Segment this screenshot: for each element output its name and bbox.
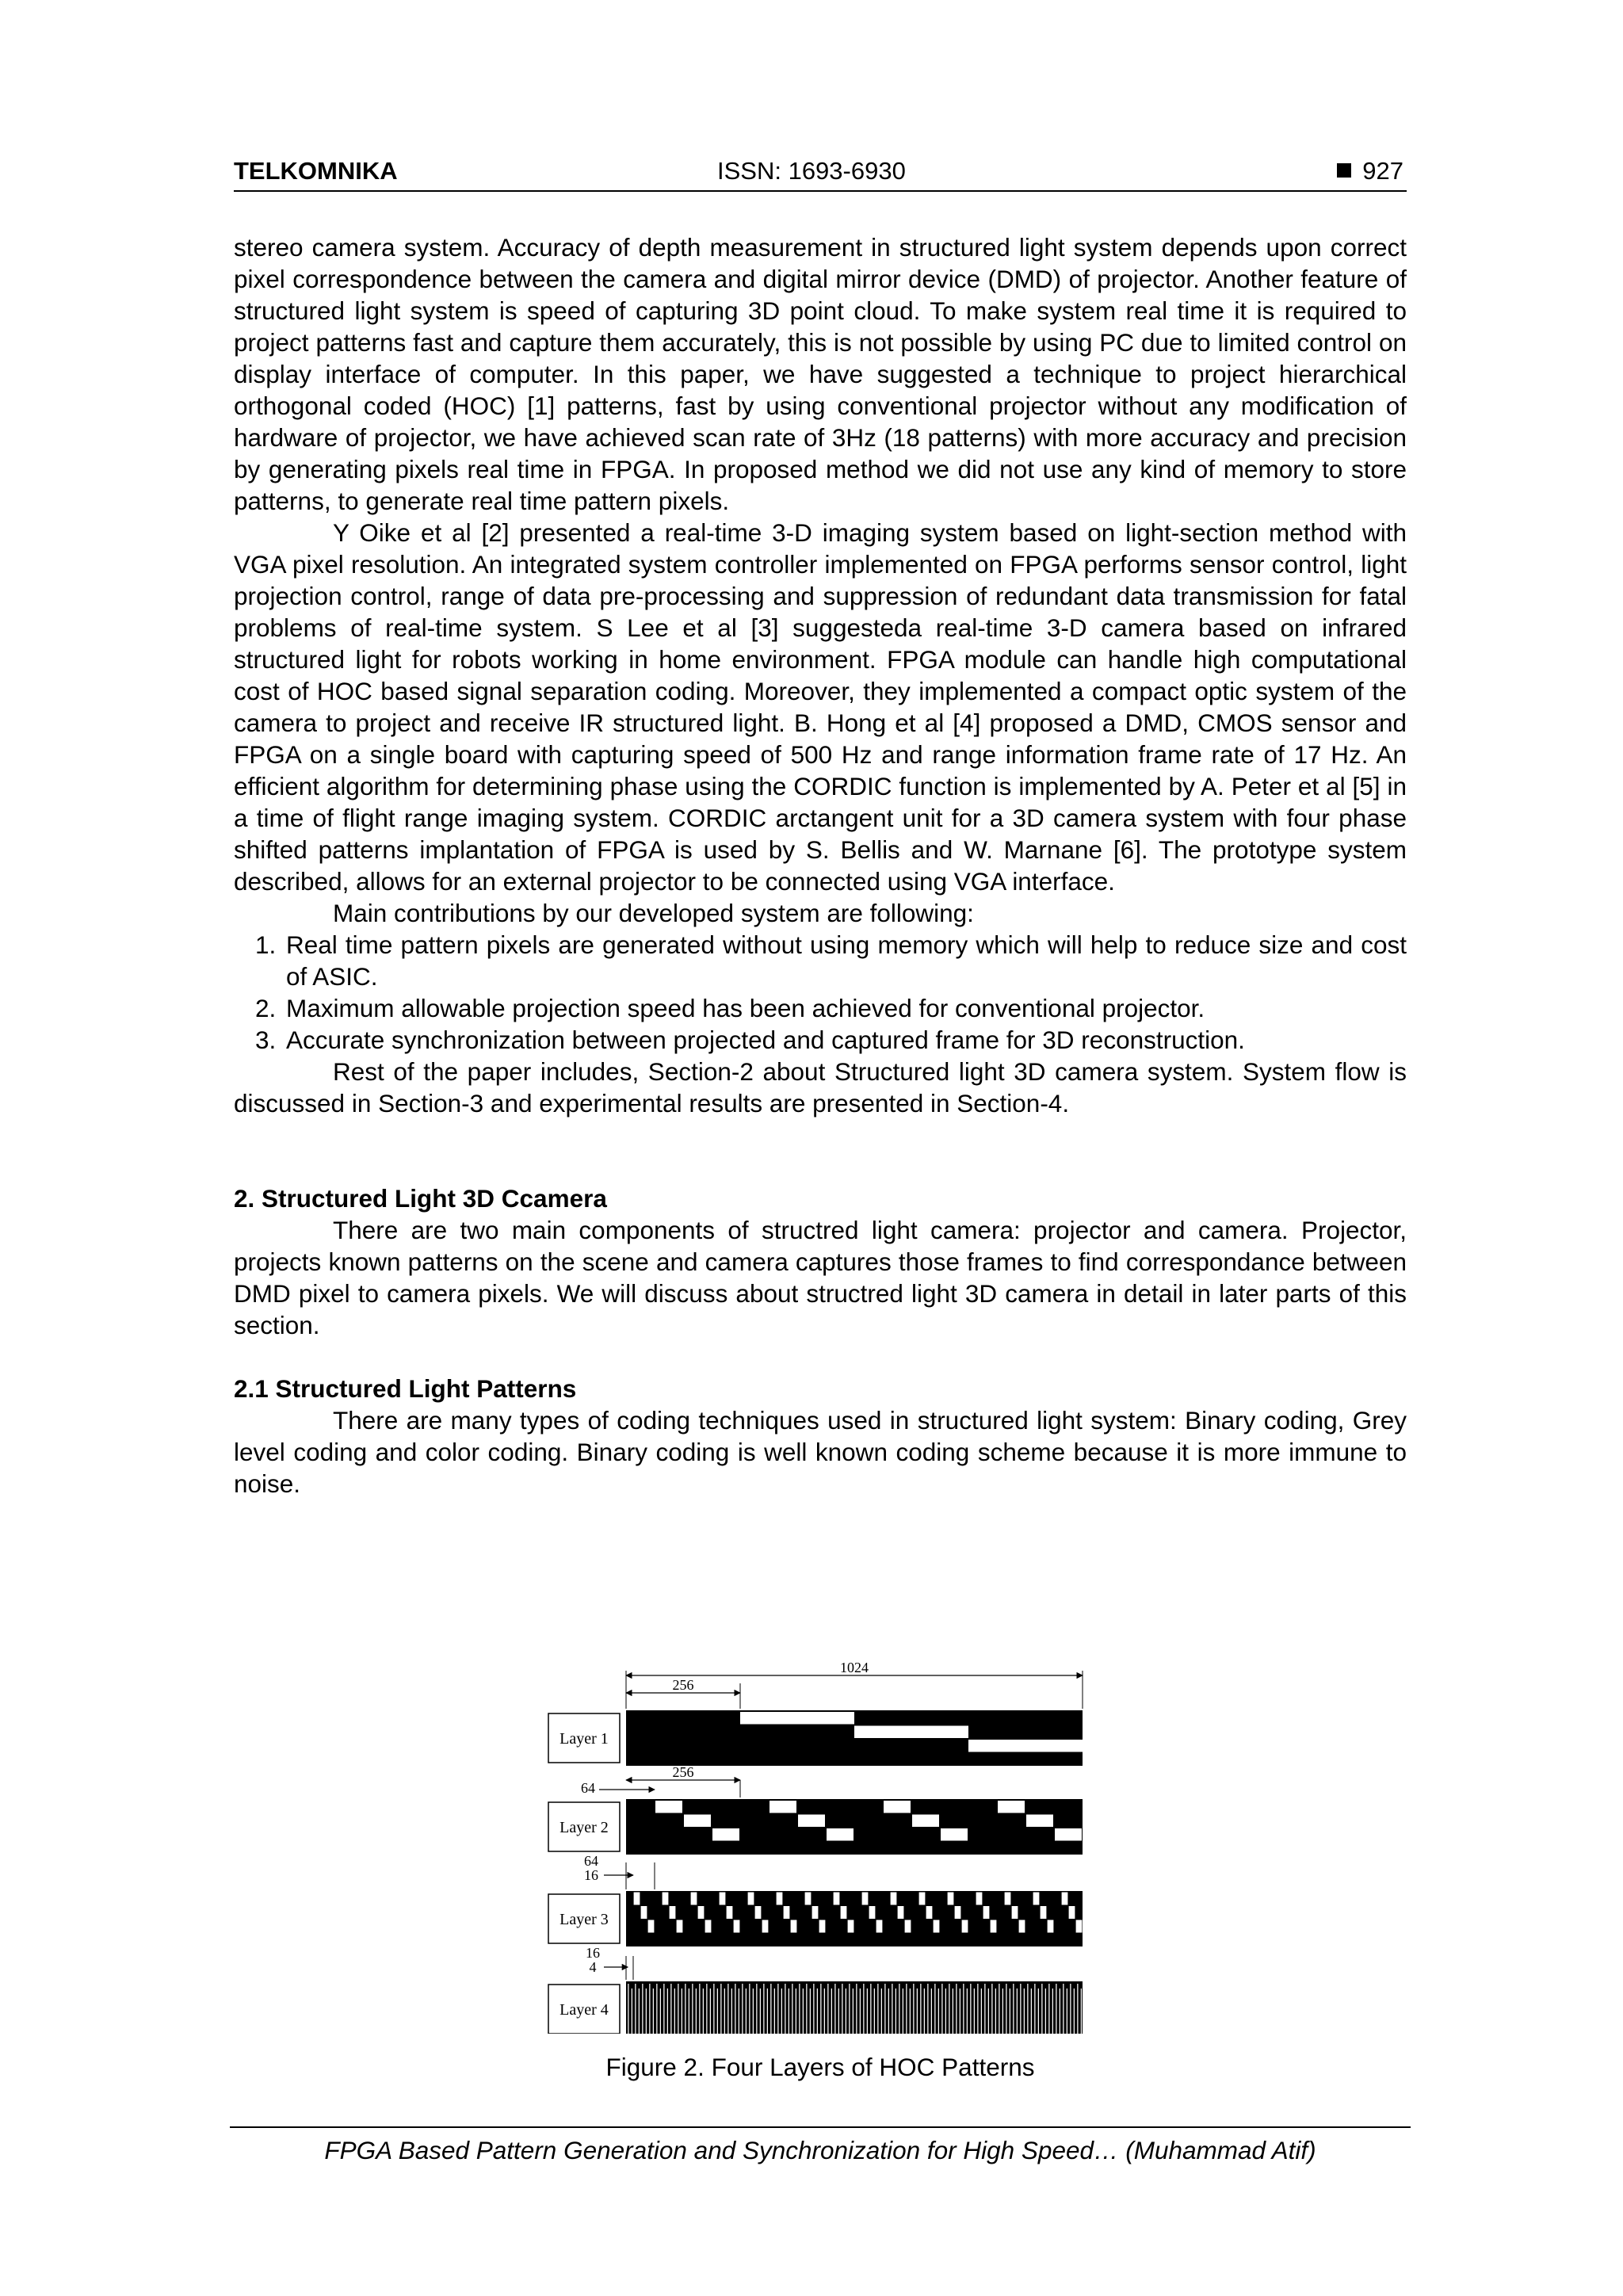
layer-4-line	[995, 1988, 996, 2034]
layer-4-line	[856, 1984, 857, 2034]
layer-3-stripe	[805, 1893, 812, 1905]
layer-3-stripe	[634, 1893, 640, 1905]
layer-4-line	[696, 1988, 697, 2034]
layer-4-line	[849, 1984, 850, 2034]
layer-3-stripe	[934, 1920, 940, 1933]
layer-3-stripe	[1076, 1920, 1083, 1933]
layer-4-line	[984, 1984, 985, 2034]
paragraph-2: Y Oike et al [2] presented a real-time 3-D imaging system based on light-section method with VGA pixel resolution. An integrated system controller implemented on FPGA performs sensor control, light projection control, range of data pre-processing and suppression of redundant data transmission for fatal problems of real-time system. S Lee et al [3] suggesteda real-time 3-D camera based on infrared structured light for robots working in home environment. FPGA module can handle high computational cost of HOC based signal separation coding. Moreover, they implemented a compact optic system of the camera to project and receive IR structured light. B. Hong et al [4] proposed a DMD, CMOS sensor and FPGA on a single board with capturing speed of 500 Hz and range information frame rate of 17 Hz. An efficient algorithm for determining phase using the CORDIC function is implemented by A. Peter et al [5] in a time of flight range imaging system. CORDIC arctangent unit for a 3D camera system with four phase shifted patterns implantation of FPGA is used by S. Bellis and W. Marnane [6]. The prototype system described, allows for an external projector to be connected using VGA interface.	[234, 518, 1407, 896]
layer-3-stripe	[698, 1906, 705, 1919]
layer-2-stripe	[827, 1828, 854, 1841]
issn: ISSN: 1693-6930	[717, 157, 906, 185]
layer-4-line	[703, 1988, 704, 2034]
layer-4-line	[649, 1984, 650, 2034]
contribution-list	[234, 929, 1407, 1056]
layer-4-line	[742, 1984, 743, 2034]
layer-3-stripe	[1062, 1893, 1068, 1905]
page-number: 927	[1362, 157, 1403, 185]
layer-3-stripe	[1012, 1906, 1018, 1919]
layer-3-stripe	[1019, 1920, 1025, 1933]
layer-3-stripe	[819, 1920, 826, 1933]
layer-3-stripe	[727, 1906, 733, 1919]
layer-4-line	[970, 1984, 971, 2034]
layer-3-stripe	[862, 1893, 869, 1905]
layer-4-line	[974, 1988, 975, 2034]
layer-2-stripe	[798, 1815, 825, 1828]
layer-4-line	[670, 1984, 671, 2034]
layer-4-line	[674, 1988, 675, 2034]
layer-4-line	[924, 1988, 925, 2034]
layer-4-line	[874, 1988, 875, 2034]
layer-3-stripe	[641, 1906, 647, 1919]
layer-4-line	[956, 1984, 957, 2034]
layer-2-stripe	[712, 1828, 739, 1841]
layer-2-stripe	[941, 1828, 968, 1841]
hoc-pattern-figure	[547, 1661, 1086, 2034]
layer-4-line	[1074, 1988, 1075, 2034]
layer-4-line	[820, 1984, 821, 2034]
layer-3-stripe	[848, 1920, 854, 1933]
layer-4-line	[1034, 1984, 1035, 2034]
layer-4-line	[713, 1984, 714, 2034]
layer-4-line	[756, 1984, 757, 2034]
paragraph-3: Main contributions by our developed system are following:	[333, 899, 974, 927]
layer-4-line	[1070, 1984, 1071, 2034]
layer-2-stripe	[684, 1815, 711, 1828]
layer-4-line	[810, 1988, 811, 2034]
layer-4-line	[913, 1984, 914, 2034]
layer-4-line	[1048, 1984, 1049, 2034]
layer-1-label: Layer 1	[559, 1730, 609, 1748]
layer-3-stripe	[991, 1920, 997, 1933]
layer-3-stripe	[691, 1893, 697, 1905]
layer-3-stripe	[755, 1906, 762, 1919]
layer-3-stripe	[777, 1893, 783, 1905]
page-number-block	[1337, 157, 1403, 185]
layer-4-line	[1063, 1984, 1064, 2034]
layer-4-line	[981, 1988, 982, 2034]
layer-3-stripe	[648, 1920, 655, 1933]
layer-4-line	[1052, 1988, 1053, 2034]
layer-4-line	[1002, 1988, 1003, 2034]
paragraph-5: There are two main components of structred light camera: projector and camera. Projector, projects known patterns on the scene and camera captures those frames to find correspondance between DMD pixel to camera pixels. We will discuss about structred light 3D camera in detail in later parts of this section.	[234, 1216, 1407, 1339]
page-footer	[230, 2126, 1411, 2165]
layer-2-stripe	[998, 1801, 1025, 1813]
layer-4-line	[806, 1984, 807, 2034]
figure-caption: Figure 2. Four Layers of HOC Patterns	[605, 2053, 1035, 2081]
dim-l1-256-label: 256	[672, 1677, 694, 1693]
layer-4-line	[1038, 1988, 1039, 2034]
layer-4-line	[781, 1988, 782, 2034]
layer-3-stripe	[869, 1906, 876, 1919]
layer-4-line	[1027, 1984, 1028, 2034]
layer-4-line	[760, 1988, 761, 2034]
layer-3-stripe	[876, 1920, 883, 1933]
layer-4-line	[1024, 1988, 1025, 2034]
layer-4-line	[888, 1988, 889, 2034]
layer-4-line	[706, 1984, 707, 2034]
dim-l4-16-label: 16	[586, 1945, 600, 1961]
layer-3-stripe	[898, 1906, 904, 1919]
layer-4-line	[656, 1984, 657, 2034]
layer-3-stripe	[734, 1920, 740, 1933]
layer-4-line	[963, 1984, 964, 2034]
layer-4-line	[1081, 1988, 1082, 2034]
dim-l4-4-label: 4	[589, 1959, 597, 1975]
layer-4-line	[967, 1988, 968, 2034]
layer-4-line	[731, 1988, 732, 2034]
layer-2-stripe	[884, 1801, 911, 1813]
layer-4-line	[831, 1988, 832, 2034]
layer-4-line	[938, 1988, 939, 2034]
dim-l2-256-label: 256	[672, 1764, 694, 1780]
dim-l3-16-label: 16	[584, 1867, 598, 1883]
layer-4-line	[853, 1988, 854, 2034]
layer-4-line	[749, 1984, 750, 2034]
layer-4-line	[1045, 1988, 1046, 2034]
layer-4-line	[770, 1984, 771, 2034]
layer-4-line	[753, 1988, 754, 2034]
layer-3-label: Layer 3	[559, 1911, 609, 1928]
layer-2-stripe	[1055, 1828, 1082, 1841]
layer-4-line	[1077, 1984, 1078, 2034]
layer-4-line	[977, 1984, 978, 2034]
layer-2-stripe	[912, 1815, 939, 1828]
layer-4-line	[867, 1988, 868, 2034]
layer-3-stripe	[891, 1893, 897, 1905]
layer-3-stripe	[976, 1893, 983, 1905]
layer-3-stripe	[905, 1920, 911, 1933]
layer-4-line	[799, 1984, 800, 2034]
page-header	[234, 157, 1407, 192]
layer-4-line	[767, 1988, 768, 2034]
layer-4-line	[646, 1988, 647, 2034]
layer-4-line	[635, 1984, 636, 2034]
layer-3-stripe	[720, 1893, 726, 1905]
layer-4-line	[774, 1988, 775, 2034]
layer-3-stripe	[919, 1893, 926, 1905]
layer-4-line	[1017, 1988, 1018, 2034]
dim-l2-64-label: 64	[581, 1780, 595, 1796]
layer-4-line	[710, 1988, 711, 2034]
pattern-layers	[548, 1710, 1083, 2034]
layer-4-line	[817, 1988, 818, 2034]
layer-4-line	[824, 1988, 825, 2034]
layer-4-line	[927, 1984, 928, 2034]
layer-4-line	[777, 1984, 778, 2034]
layer-4-line	[660, 1988, 661, 2034]
layer-1-stripe	[740, 1712, 854, 1725]
layer-4-line	[881, 1988, 882, 2034]
dim-l3-64-label: 64	[584, 1853, 598, 1869]
layer-4-pattern	[626, 1981, 1083, 2034]
layer-4-line	[931, 1988, 932, 2034]
layer-3-stripe	[812, 1906, 819, 1919]
layer-4-line	[699, 1984, 700, 2034]
layer-4-line	[838, 1988, 839, 2034]
layer-3-stripe	[1033, 1893, 1040, 1905]
layer-1-stripe	[854, 1726, 968, 1739]
layer-4-line	[945, 1988, 946, 2034]
layer-3-stripe	[705, 1920, 712, 1933]
layer-2-stripe	[769, 1801, 796, 1813]
layer-4-line	[1013, 1984, 1014, 2034]
layer-3-stripe	[1048, 1920, 1054, 1933]
layer-4-line	[803, 1988, 804, 2034]
body-text	[234, 231, 1407, 1499]
layer-4-line	[1031, 1988, 1032, 2034]
paragraph-1: stereo camera system. Accuracy of depth measurement in structured light system depends upon correct pixel correspondence between the camera and digital mirror device (DMD) of projector. Another feature of structured light system is speed of capturing 3D point cloud. To make system real time it is required to project patterns fast and capture them accurately, this is not possible by using PC due to limited control on display interface of computer. In this paper, we have suggested a technique to project hierarchical orthogonal coded (HOC) [1] patterns, fast by using conventional projector without any modification of hardware of projector, we have achieved scan rate of 3Hz (18 patterns) with more accuracy and precision by generating pixels real time in FPGA. In proposed method we did not use any kind of memory to store patterns, to generate real time pattern pixels.	[234, 233, 1407, 515]
layer-3-stripe	[841, 1906, 847, 1919]
layer-3-stripe	[955, 1906, 961, 1919]
layer-4-line	[763, 1984, 764, 2034]
contribution-item-2: 2. Maximum allowable projection speed has been achieved for conventional projector.	[283, 992, 1407, 1024]
layer-4-line	[863, 1984, 864, 2034]
layer-4-label: Layer 4	[559, 2001, 609, 2019]
layer-3-stripe	[1069, 1906, 1075, 1919]
paragraph-4: Rest of the paper includes, Section-2 about Structured light 3D camera system. System flow is discussed in Section-3 and experimental results are presented in Section-4.	[234, 1057, 1407, 1117]
contribution-item-1: 1. Real time pattern pixels are generated without using memory which will help to reduce size and cost of ASIC.	[283, 929, 1407, 992]
layer-4-line	[642, 1984, 643, 2034]
footer-text: FPGA Based Pattern Generation and Synchronization for High Speed… (Muhammad Atif)	[324, 2136, 1316, 2164]
layer-4-line	[834, 1984, 835, 2034]
layer-4-line	[934, 1984, 935, 2034]
layer-4-line	[724, 1988, 725, 2034]
layer-3-stripe	[1005, 1893, 1011, 1905]
layer-4-line	[991, 1984, 992, 2034]
layer-3-stripe	[670, 1906, 676, 1919]
layer-4-line	[917, 1988, 918, 2034]
layer-3-stripe	[962, 1920, 968, 1933]
layer-4-line	[920, 1984, 921, 2034]
layer-3-stripe	[784, 1906, 790, 1919]
layer-3-stripe	[948, 1893, 954, 1905]
layer-3-stripe	[748, 1893, 754, 1905]
section-2-heading: 2. Structured Light 3D Ccamera	[234, 1184, 607, 1213]
dim-1024-label: 1024	[840, 1661, 869, 1675]
layer-3-stripe	[791, 1920, 797, 1933]
contribution-item-3: 3. Accurate synchronization between projected and captured frame for 3D reconstruction.	[283, 1024, 1407, 1056]
layer-4-line	[870, 1984, 871, 2034]
layer-4-line	[906, 1984, 907, 2034]
layer-4-line	[813, 1984, 814, 2034]
layer-4-line	[910, 1988, 911, 2034]
layer-4-line	[717, 1988, 718, 2034]
section-2-1-heading: 2.1 Structured Light Patterns	[234, 1374, 577, 1403]
layer-4-line	[860, 1988, 861, 2034]
layer-4-line	[720, 1984, 721, 2034]
layer-4-line	[663, 1984, 664, 2034]
layer-2-stripe	[1026, 1815, 1053, 1828]
layer-4-line	[639, 1988, 640, 2034]
layer-3-stripe	[663, 1893, 669, 1905]
layer-4-line	[988, 1988, 989, 2034]
layer-3-stripe	[834, 1893, 840, 1905]
layer-4-line	[1020, 1984, 1021, 2034]
layer-4-line	[746, 1988, 747, 2034]
layer-3-stripe	[1041, 1906, 1047, 1919]
layer-3-stripe	[677, 1920, 683, 1933]
layer-4-line	[877, 1984, 878, 2034]
layer-4-line	[827, 1984, 828, 2034]
layer-2-label: Layer 2	[559, 1819, 609, 1836]
hoc-pattern-diagram	[547, 1661, 1086, 2034]
layer-4-line	[884, 1984, 885, 2034]
layer-4-line	[667, 1988, 668, 2034]
layer-1-stripe	[968, 1740, 1083, 1752]
layer-3-stripe	[762, 1920, 769, 1933]
layer-4-line	[653, 1988, 654, 2034]
layer-3-stripe	[926, 1906, 933, 1919]
layer-3-stripe	[983, 1906, 990, 1919]
journal-name: TELKOMNIKA	[234, 157, 398, 185]
paragraph-6: There are many types of coding techniques used in structured light system: Binary coding, Grey level coding and color coding. Binary coding is well known coding scheme because it is more immune to noise.	[234, 1406, 1407, 1498]
layer-2-stripe	[655, 1801, 682, 1813]
layer-4-line	[727, 1984, 728, 2034]
black-square-icon	[1337, 163, 1351, 178]
layer-4-line	[692, 1984, 693, 2034]
layer-4-line	[1041, 1984, 1042, 2034]
layer-4-line	[941, 1984, 942, 2034]
